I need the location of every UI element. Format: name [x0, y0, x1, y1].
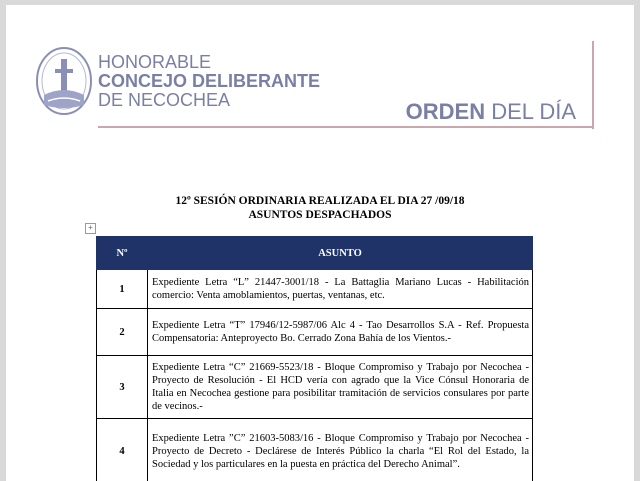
organization-name: [98, 53, 320, 110]
session-subheading: ASUNTOS DESPACHADOS: [248, 209, 392, 221]
row-subject: Expediente Letra “T” 17946/12-5987/06 Alc 4 - Tao Desarrollos S.A - Ref. Propuesta Compensatoria: Anteproyecto Bo. Cerrado Zona Bahía de los Vientos.-: [148, 309, 533, 356]
document-page: [6, 5, 634, 481]
row-subject: Expediente Letra ”C” 21603-5083/16 - Bloque Compromiso y Trabajo por Necochea - Proyecto de Decreto - Declárese de Interés Público la charla “El Rol del Estado, la Sociedad y los particulares en la puesta en práctica del Derecho Animal”.: [148, 419, 533, 481]
document-title-rest: DEL DÍA: [485, 99, 576, 124]
header-vertical-rule: [592, 41, 594, 129]
row-number: 1: [97, 270, 148, 309]
table-row: [97, 356, 533, 419]
row-number: 4: [97, 419, 148, 481]
table-move-handle-icon[interactable]: +: [85, 223, 96, 234]
row-number: 3: [97, 356, 148, 419]
row-subject: Expediente Letra “L” 21447-3001/18 - La Battaglia Mariano Lucas - Habilitación comercio: Venta amoblamientos, puertas, ventanas, etc.: [148, 270, 533, 309]
document-title-bold: ORDEN: [405, 99, 486, 124]
council-emblem-icon: [34, 45, 94, 117]
session-heading: 12º SESIÓN ORDINARIA REALIZADA EL DIA 27 /09/18: [175, 195, 465, 207]
agenda-table: [96, 236, 533, 481]
column-header-subject: ASUNTO: [148, 237, 533, 270]
row-number: 2: [97, 309, 148, 356]
table-row: [97, 309, 533, 356]
org-name-line-2: CONCEJO DELIBERANTE: [98, 71, 321, 91]
org-name-line-1: HONORABLE: [98, 52, 212, 72]
table-row: [97, 270, 533, 309]
org-name-line-3: DE NECOCHEA: [98, 90, 231, 110]
header-horizontal-rule: [98, 126, 594, 128]
document-title: [406, 99, 576, 125]
column-header-number: Nº: [97, 237, 148, 270]
table-row: [97, 419, 533, 481]
row-subject: Expediente Letra “C” 21669-5523/18 - Bloque Compromiso y Trabajo por Necochea - Proyecto de Resolución - El HCD vería con agrado que la Vice Cónsul Honoraria de Italia en Necochea gestione para posibilitar tramitación de servicios consulares por parte de vecinos.-: [148, 356, 533, 419]
